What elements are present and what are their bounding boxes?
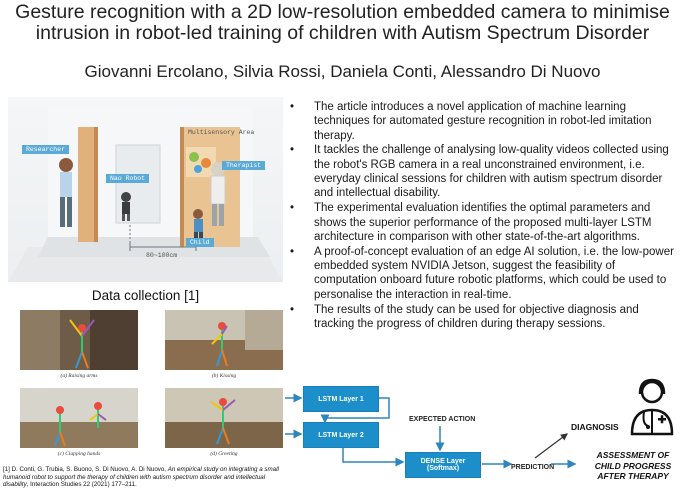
label-distance: 80~100cm <box>146 252 178 259</box>
reference-suffix: , Interaction Studies 22 (2021) 177–211. <box>26 481 137 489</box>
data-collection-illustration <box>8 97 283 282</box>
prediction-label: PREDICTION <box>511 464 555 471</box>
label-multisensory-area: Multisensory Area <box>188 129 255 136</box>
bullet-icon: • <box>290 303 295 316</box>
title-line-2: intrusion in robot-led training of children with Autism Spectrum Disorder <box>35 22 650 44</box>
expected-action-label: EXPECTED ACTION <box>409 416 476 423</box>
highlight-item <box>290 143 678 200</box>
bullet-icon: • <box>290 144 295 157</box>
highlight-text: The results of the study can be used for objective diagnosis and tracking the progress of children during therapy sessions. <box>314 303 639 330</box>
authors: Giovanni Ercolano, Silvia Rossi, Daniela Conti, Alessandro Di Nuovo <box>84 62 601 81</box>
gesture-photo-grid <box>10 308 285 466</box>
highlight-text: It tackles the challenge of analysing low-quality videos collected using the robot's RGB camera in a real unconstrained environment, i.e. everyday clinical sessions for children with autism spectrum disorder and intellectual disability. <box>314 144 669 200</box>
lstm-layer-2-label: LSTM Layer 2 <box>318 431 364 439</box>
caption-raising-arms: (a) Raising arms <box>60 373 98 379</box>
doctor-icon <box>628 378 676 436</box>
highlight-text: The experimental evaluation identifies the optimal parameters and shows the superior performance of the proposed multi-layer LSTM architecture in comparison with other state-of-the-art algorithms. <box>314 202 652 243</box>
architecture-diagram <box>285 378 685 494</box>
lstm-layer-1-box <box>303 386 379 412</box>
label-therapist: Therapist <box>222 161 265 170</box>
bullet-icon: • <box>290 202 295 215</box>
lstm-layer-2-box <box>303 422 379 448</box>
photo-clapping-hands <box>20 388 138 448</box>
paper-title <box>0 2 685 44</box>
lstm-layer-1-label: LSTM Layer 1 <box>318 395 364 403</box>
caption-greeting: (d) Greeting <box>210 451 238 457</box>
caption-clapping-hands: (c) Clapping hands <box>57 451 101 457</box>
label-researcher: Researcher <box>22 145 69 154</box>
highlights-list <box>290 100 678 332</box>
highlight-item <box>290 201 678 244</box>
photo-raising-arms <box>20 310 138 370</box>
illustration-caption: Data collection [1] <box>91 288 200 303</box>
highlight-item <box>290 100 678 143</box>
photo-greeting <box>165 388 283 448</box>
label-nao-robot: Nao Robot <box>106 174 149 183</box>
reference-prefix: [1] D. Conti, G. Trubia, S. Buono, S. Di Nuovo, A. Di Nuovo, <box>3 466 168 473</box>
title-line-1: Gesture recognition with a 2D low-resolution embedded camera to minimise <box>15 1 670 23</box>
bullet-icon: • <box>290 101 295 113</box>
photo-kissing <box>165 310 283 370</box>
caption-kissing: (b) Kissing <box>211 373 237 379</box>
reference-title: An empirical study on integrating a small humanoid robot to support the therapy of children with autism spectrum disorder and intellectual disability <box>3 466 279 489</box>
label-child: Child <box>186 238 214 247</box>
diagnosis-label: DIAGNOSIS <box>571 422 619 432</box>
dense-layer-label: DENSE Layer <box>420 458 466 465</box>
bullet-icon: • <box>290 245 295 258</box>
assessment-line-3: AFTER THERAPY <box>597 471 669 481</box>
dense-layer-sublabel: (Softmax) <box>426 465 460 472</box>
assessment-label <box>581 450 685 482</box>
highlight-text: The article introduces a novel application of machine learning techniques for automated gesture recognition in robot-led imitation therapy. <box>314 101 652 142</box>
reference-citation <box>3 466 285 489</box>
highlight-item <box>290 303 678 332</box>
highlight-text: A proof-of-concept evaluation of an edge AI solution, i.e. the low-power embedded system NVIDIA Jetson, suggest the feasibility of computation onboard future robotic platforms, which could be used to personalise the interaction in real-time. <box>314 245 674 301</box>
assessment-line-2: CHILD PROGRESS <box>594 460 672 471</box>
assessment-line-1: ASSESSMENT OF <box>596 450 670 460</box>
dense-layer-box <box>405 452 481 478</box>
highlight-item <box>290 245 678 302</box>
